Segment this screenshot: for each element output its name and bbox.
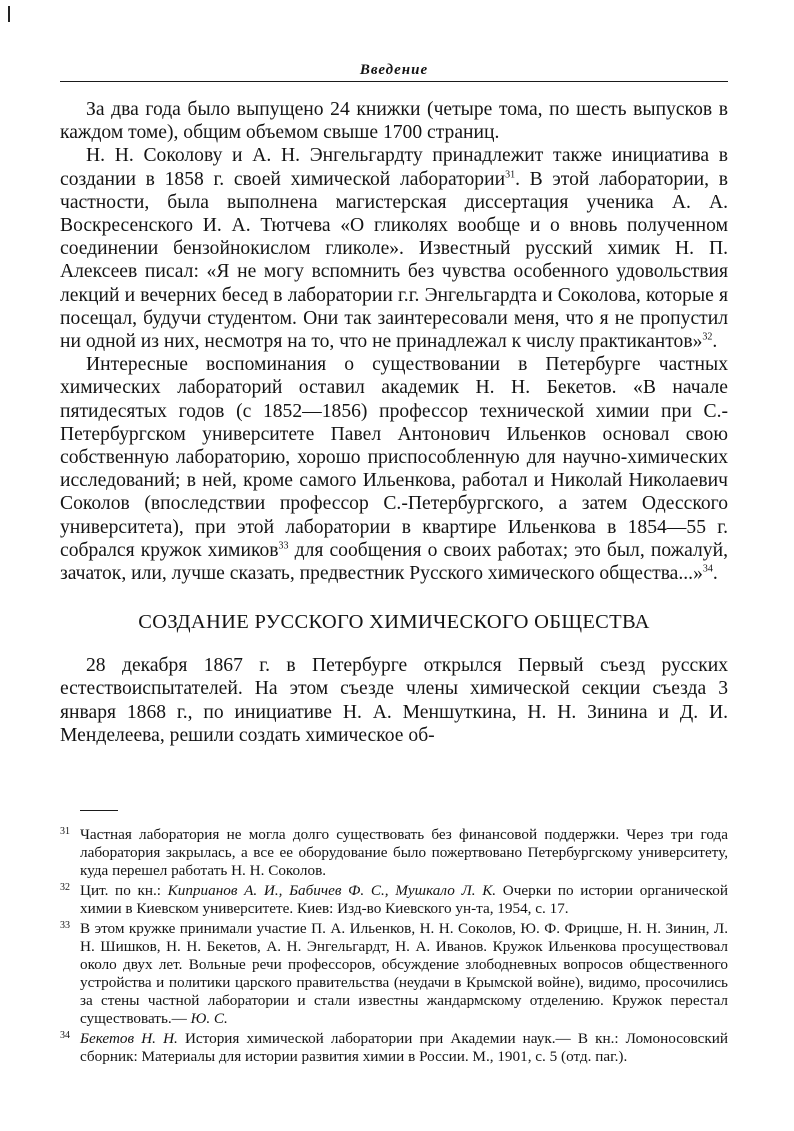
footnote-ref-33[interactable]: 33 (278, 540, 289, 552)
footnotes (60, 826, 728, 1068)
footnote-text: В этом кружке принимали участие П. А. Ильенков, Н. Н. Соколов, Ю. Ф. Фрицше, Н. Н. Зинин, Л. Н. Шишков, Н. Н. Бекетов, А. Н. Энгельгардт, Н. А. Иванов. Кружок Ильенкова просуществовал около двух лет. Вольные речи профессоров, обсуждение злободневных вопросов общественного устройства и политики царского правительства (неудачи в Крымской войне), видимо, просочились за стены частной лаборатории и стали известны жандармскому отделению. Кружок перестал существовать.— (80, 920, 728, 1027)
footnote-ref-31[interactable]: 31 (505, 169, 516, 181)
footnote-31 (60, 826, 728, 880)
header-rule (60, 81, 728, 82)
footnote-prefix: Цит. по кн.: (80, 882, 168, 899)
footnote-33 (60, 920, 728, 1028)
paragraph-3-cont: для сообщения о своих работах; это был, пожалуй, зачаток, или, лучше сказать, предвестник Русского химического общества...» (60, 539, 728, 585)
paragraph-2 (60, 144, 728, 353)
footnote-rule (80, 810, 118, 811)
footnote-text: История химической лаборатории при Академии наук.— В кн.: Ломоносовский сборник: Материалы для истории развития химии в России. М., 1901, с. 5 (отд. паг.). (80, 1030, 729, 1065)
footnote-number: 31 (60, 826, 70, 837)
running-header (60, 62, 728, 82)
footnote-authors: Киприанов А. И., Бабичев Ф. С., Мушкало Л. К. (167, 882, 497, 899)
paragraph-1 (60, 98, 728, 144)
footnote-text: Очерки по истории органической химии в Киевском университете. Киев: Изд-во Киевского ун-та, 1954, с. 17. (80, 882, 728, 917)
running-header-title: Введение (359, 62, 429, 78)
footnote-authors: Бекетов Н. Н. (80, 1030, 178, 1047)
footnote-text: Частная лаборатория не могла долго существовать без финансовой поддержки. Через три года лаборатория закрылась, а все ее оборудование было пожертвовано Петербургскому университету, куда перешел работать Н. Н. Соколов. (80, 826, 728, 879)
paragraph-1-text: За два года было выпущено 24 книжки (четыре тома, по шесть выпусков в каждом томе), общим объемом свыше 1700 страниц. (60, 99, 728, 144)
footnote-32 (60, 882, 728, 918)
paragraph-3 (60, 353, 728, 585)
paragraph-3-end: . (712, 563, 718, 585)
paragraph-2-text: Н. Н. Соколову и А. Н. Энгельгардту принадлежит также инициатива в создании в 1858 г. своей химической лаборатории (60, 145, 728, 190)
footnote-number: 33 (60, 920, 70, 931)
section-paragraph: 28 декабря 1867 г. в Петербурге открылся Первый съезд русских естествоиспытателей. На этом съезде члены химической секции съезда 3 января 1868 г., по инициативе Н. А. Меншуткина, Н. Н. Зинина и Д. И. Менделеева, решили создать химическое об- (60, 655, 728, 746)
footnote-signature: Ю. С. (190, 1010, 228, 1027)
main-text (60, 98, 728, 747)
footnote-ref-32[interactable]: 32 (702, 331, 713, 343)
footnote-ref-34[interactable]: 34 (702, 563, 713, 575)
footnote-34 (60, 1030, 728, 1066)
paragraph-2-end: . (712, 331, 718, 353)
footnote-number: 32 (60, 882, 70, 893)
paragraph-2-cont: . В этой лаборатории, в частности, была выполнена магистерская диссертация ученика А. А. Воскресенского И. А. Тютчева «О гликолях вообще и о вновь полученном соединении бензойнокислом гликоле». Известный русский химик Н. П. Алексеев писал: «Я не могу вспомнить без чувства особенного удовольствия лекций и вечерних бесед в лаборатории г.г. Энгельгардта и Соколова, которые я посещал, будучи студентом. Они так заинтересовали меня, что я не пропустил ни одной из них, несмотря на то, что не принадлежал к числу практикантов» (60, 168, 728, 353)
section-heading: СОЗДАНИЕ РУССКОГО ХИМИЧЕСКОГО ОБЩЕСТВА (138, 611, 650, 634)
footnote-number: 34 (60, 1030, 70, 1041)
paragraph-3-text: Интересные воспоминания о существовании в Петербурге частных химических лабораторий оставил академик Н. Н. Бекетов. «В начале пятидесятых годов (с 1852—1856) профессор технической химии при С.-Петербургском университете Павел Антонович Ильенков основал свою собственную лабораторию, хорошо приспособленную для научно-химических исследований; в ней, кроме самого Ильенкова, работал и Николай Николаевич Соколов (впоследствии профессор С.-Петербургского, а затем Одесского университета), при этой лаборатории в квартире Ильенкова в 1854—55 г. собрался кружок химиков (60, 354, 728, 561)
page-edge-mark (8, 6, 10, 22)
